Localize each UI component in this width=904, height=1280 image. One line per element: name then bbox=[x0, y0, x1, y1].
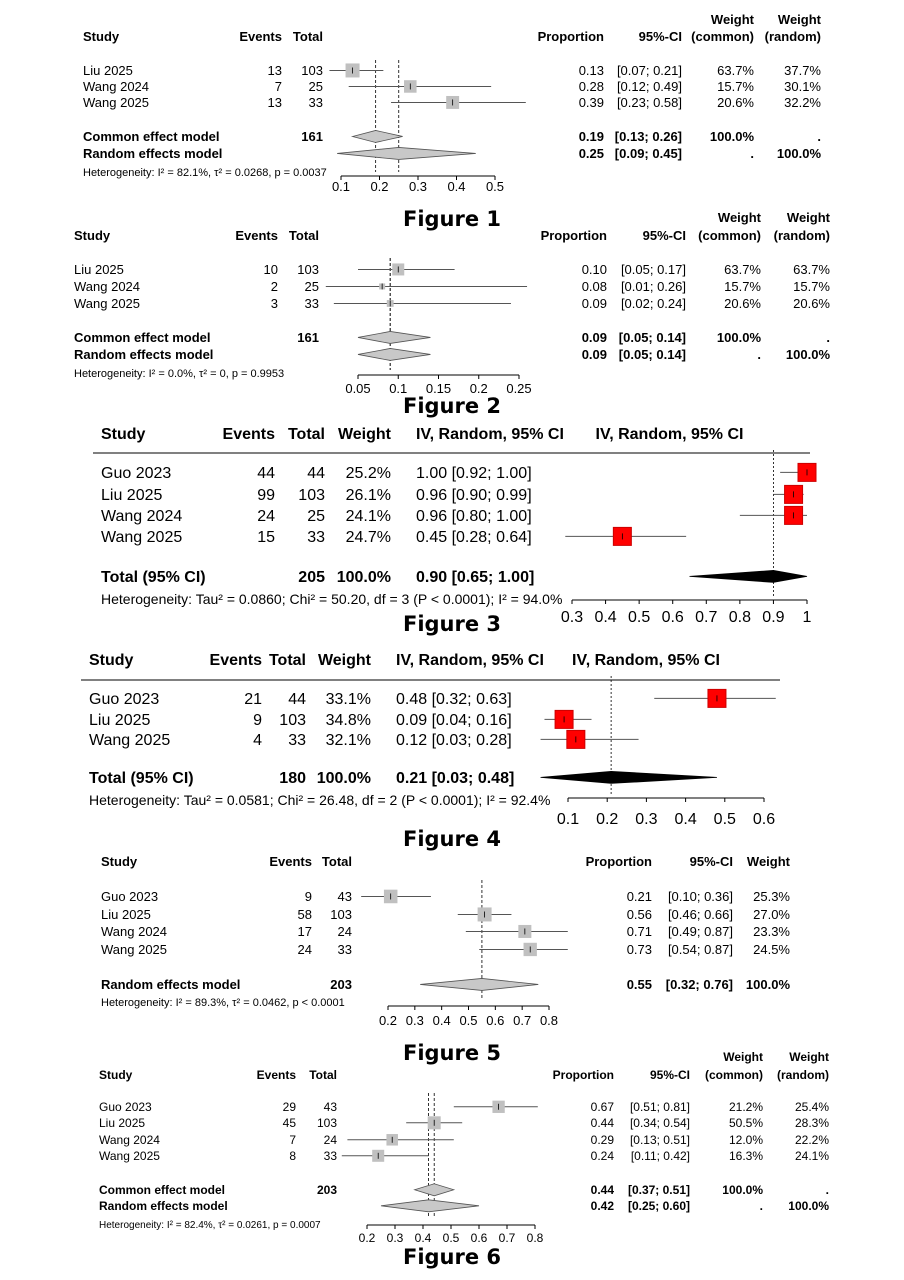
fig2-row2-proportion: 0.08 bbox=[581, 279, 607, 294]
fig2-x-tick-label-2: 0.1 bbox=[389, 381, 408, 396]
fig2-row1-events: 10 bbox=[263, 262, 278, 277]
fig1-row2-study-name: Wang 2024 bbox=[83, 79, 150, 94]
fig1-header-proportion: Proportion bbox=[537, 29, 604, 44]
fig6-x-tick-label-2: 0.3 bbox=[386, 1231, 404, 1245]
fig1-header-weight-random-1: Weight bbox=[777, 12, 821, 27]
fig5-row2-study-name: Liu 2025 bbox=[101, 907, 151, 922]
fig6-row3-study-name: Wang 2024 bbox=[99, 1133, 160, 1147]
fig3-pooled1-total: 205 bbox=[298, 569, 325, 586]
fig3-header-total: Total bbox=[287, 426, 325, 443]
fig2-row1-ci: [0.05; 0.17] bbox=[620, 262, 686, 277]
fig2-x-tick-label-5: 0.25 bbox=[506, 381, 532, 396]
fig5-row2-events: 58 bbox=[297, 907, 312, 922]
fig2-pooled1-weight-1: 100.0% bbox=[716, 330, 761, 345]
fig6-row1-study-name: Guo 2023 bbox=[99, 1100, 152, 1114]
fig5-x-tick-label-2: 0.3 bbox=[405, 1013, 424, 1028]
fig3-row3-total: 25 bbox=[307, 508, 325, 525]
fig1-x-tick-label-4: 0.4 bbox=[447, 179, 466, 194]
figure-caption-2: Figure 2 bbox=[402, 394, 502, 418]
fig3-x-tick-label-6: 0.8 bbox=[728, 609, 751, 626]
fig3-x-tick-label-7: 0.9 bbox=[762, 609, 785, 626]
fig5-row4-study-name: Wang 2025 bbox=[101, 942, 168, 957]
fig2-row1-weight-2: 63.7% bbox=[793, 262, 830, 277]
fig3-heterogeneity: Heterogeneity: Tau² = 0.0860; Chi² = 50.20, df = 3 (P < 0.0001); I² = 94.0% bbox=[101, 591, 563, 607]
fig1-pooled1-diamond bbox=[353, 130, 403, 142]
fig5-row4-weight-1: 24.5% bbox=[753, 942, 790, 957]
fig5-row2-total: 103 bbox=[330, 907, 352, 922]
fig6-x-tick-label-5: 0.6 bbox=[470, 1231, 488, 1245]
fig5-row1-study-name: Guo 2023 bbox=[101, 889, 159, 904]
fig2-pooled2-label: Random effects model bbox=[74, 347, 214, 362]
fig6-row2-total: 103 bbox=[316, 1116, 337, 1130]
fig4-x-tick-label-2: 0.2 bbox=[596, 811, 619, 828]
fig6-header-weight-common-1: Weight bbox=[723, 1050, 763, 1064]
fig5-row4-events: 24 bbox=[297, 942, 312, 957]
fig2-row3-total: 33 bbox=[304, 296, 319, 311]
fig1-pooled1-total: 161 bbox=[301, 129, 323, 144]
fig3-row3-weight: 24.1% bbox=[345, 508, 391, 525]
fig3-x-tick-label-4: 0.6 bbox=[661, 609, 684, 626]
fig6-row4-study-name: Wang 2025 bbox=[99, 1149, 160, 1163]
fig6-row1-total: 43 bbox=[323, 1100, 337, 1114]
fig1-row2-total: 25 bbox=[308, 79, 323, 94]
fig6-header-proportion: Proportion bbox=[552, 1068, 614, 1082]
fig3-pooled1-diamond bbox=[690, 570, 808, 582]
fig4-row3-effect: 0.12 [0.03; 0.28] bbox=[396, 732, 512, 749]
fig2-pooled1-ci: [0.05; 0.14] bbox=[618, 330, 686, 345]
fig2-pooled2-proportion: 0.09 bbox=[581, 347, 607, 362]
fig4-header-events: Events bbox=[209, 652, 262, 669]
fig2-row3-weight-1: 20.6% bbox=[724, 296, 761, 311]
fig4-row3-weight: 32.1% bbox=[325, 732, 371, 749]
fig6-row2-ci: [0.34; 0.54] bbox=[629, 1116, 690, 1130]
fig3-row4-events: 15 bbox=[257, 529, 275, 546]
fig6-row3-weight-1: 12.0% bbox=[728, 1133, 763, 1147]
fig1-header-ci: 95%-CI bbox=[638, 29, 682, 44]
fig5-row3-ci: [0.49; 0.87] bbox=[667, 924, 733, 939]
fig6-row4-total: 33 bbox=[323, 1149, 337, 1163]
fig1-pooled2-ci: [0.09; 0.45] bbox=[614, 146, 682, 161]
fig3-header-plot: IV, Random, 95% CI bbox=[595, 426, 744, 443]
fig6-row1-proportion: 0.67 bbox=[590, 1100, 614, 1114]
fig6-row3-total: 24 bbox=[323, 1133, 337, 1147]
fig3-row1-study-name: Guo 2023 bbox=[101, 465, 172, 482]
fig6-header-total: Total bbox=[309, 1068, 337, 1082]
fig5-header-weight: Weight bbox=[746, 854, 790, 869]
fig1-pooled1-weight-2: . bbox=[817, 129, 821, 144]
fig5-heterogeneity: Heterogeneity: I² = 89.3%, τ² = 0.0462, p < 0.0001 bbox=[101, 997, 345, 1009]
fig1-x-tick-label-5: 0.5 bbox=[485, 179, 505, 194]
fig6-row1-weight-2: 25.4% bbox=[794, 1100, 829, 1114]
fig6-pooled2-proportion: 0.42 bbox=[590, 1199, 614, 1213]
fig4-row1-events: 21 bbox=[244, 691, 262, 708]
fig6-row1-weight-1: 21.2% bbox=[728, 1100, 763, 1114]
fig5-row1-proportion: 0.21 bbox=[626, 889, 652, 904]
fig2-pooled2-weight-1: . bbox=[757, 347, 761, 362]
fig1-header-total: Total bbox=[292, 29, 323, 44]
fig4-header-total: Total bbox=[268, 652, 306, 669]
fig2-header-weight-common-1: Weight bbox=[717, 210, 761, 225]
fig5-row3-weight-1: 23.3% bbox=[753, 924, 790, 939]
fig6-header-events: Events bbox=[256, 1068, 296, 1082]
fig1-pooled1-label: Common effect model bbox=[83, 129, 220, 144]
fig1-row1-weight-1: 63.7% bbox=[717, 63, 754, 78]
fig6-row4-ci: [0.11; 0.42] bbox=[630, 1149, 690, 1163]
fig6-row4-weight-2: 24.1% bbox=[794, 1149, 829, 1163]
fig3-x-tick-label-2: 0.4 bbox=[594, 609, 617, 626]
fig1-header-weight-random-2: (random) bbox=[764, 29, 821, 44]
fig2-row3-ci: [0.02; 0.24] bbox=[620, 296, 686, 311]
fig3-pooled1-weight: 100.0% bbox=[336, 569, 391, 586]
fig2-row2-ci: [0.01; 0.26] bbox=[620, 279, 686, 294]
fig6-header-weight-random-2: (random) bbox=[777, 1068, 829, 1082]
fig1-heterogeneity: Heterogeneity: I² = 82.1%, τ² = 0.0268, p = 0.0037 bbox=[83, 167, 327, 179]
fig3-row2-total: 103 bbox=[298, 487, 325, 504]
fig3-row4-effect: 0.45 [0.28; 0.64] bbox=[416, 529, 532, 546]
fig2-header-ci: 95%-CI bbox=[642, 228, 686, 243]
fig5-pooled1-weight-1: 100.0% bbox=[745, 977, 790, 992]
fig5-x-tick-label-6: 0.7 bbox=[513, 1013, 532, 1028]
fig1-pooled2-weight-2: 100.0% bbox=[776, 146, 821, 161]
fig2-row2-study-name: Wang 2024 bbox=[74, 279, 141, 294]
fig2-pooled2-diamond bbox=[358, 348, 430, 360]
fig1-pooled2-proportion: 0.25 bbox=[578, 146, 604, 161]
fig2-pooled1-label: Common effect model bbox=[74, 330, 211, 345]
fig2-header-events: Events bbox=[235, 228, 278, 243]
fig4-row2-events: 9 bbox=[253, 712, 262, 729]
fig4-x-tick-label-5: 0.5 bbox=[713, 811, 736, 828]
fig6-row3-events: 7 bbox=[289, 1133, 296, 1147]
fig2-header-total: Total bbox=[288, 228, 319, 243]
fig4-pooled1-label: Total (95% CI) bbox=[89, 770, 194, 787]
fig5-row1-events: 9 bbox=[304, 889, 312, 904]
fig1-pooled1-proportion: 0.19 bbox=[578, 129, 604, 144]
fig1-pooled2-diamond bbox=[337, 147, 476, 159]
fig3-x-tick-label-5: 0.7 bbox=[695, 609, 718, 626]
fig1-row1-proportion: 0.13 bbox=[578, 63, 604, 78]
fig2-header-study: Study bbox=[74, 228, 111, 243]
fig1-row1-total: 103 bbox=[301, 63, 323, 78]
fig6-row4-events: 8 bbox=[289, 1149, 296, 1163]
fig5-header-ci: 95%-CI bbox=[689, 854, 733, 869]
fig5-row1-weight-1: 25.3% bbox=[753, 889, 790, 904]
fig6-pooled1-ci: [0.37; 0.51] bbox=[627, 1183, 690, 1197]
fig6-row1-events: 29 bbox=[282, 1100, 296, 1114]
fig2-row1-study-name: Liu 2025 bbox=[74, 262, 124, 277]
fig2-pooled1-weight-2: . bbox=[826, 330, 830, 345]
fig6-row3-weight-2: 22.2% bbox=[794, 1133, 829, 1147]
fig3-row1-events: 44 bbox=[257, 465, 275, 482]
fig5-row1-total: 43 bbox=[337, 889, 352, 904]
fig6-header-study: Study bbox=[99, 1068, 133, 1082]
fig6-x-tick-label-3: 0.4 bbox=[414, 1231, 432, 1245]
fig3-row1-total: 44 bbox=[307, 465, 325, 482]
fig1-pooled2-weight-1: . bbox=[750, 146, 754, 161]
fig6-pooled2-weight-2: 100.0% bbox=[788, 1199, 829, 1213]
fig3-pooled1-label: Total (95% CI) bbox=[101, 569, 206, 586]
fig5-row3-study-name: Wang 2024 bbox=[101, 924, 168, 939]
fig5-x-tick-label-7: 0.8 bbox=[539, 1013, 559, 1028]
fig6-header-ci: 95%-CI bbox=[649, 1068, 690, 1082]
fig2-row2-total: 25 bbox=[304, 279, 319, 294]
fig6-x-tick-label-1: 0.2 bbox=[358, 1231, 376, 1245]
fig3-row2-effect: 0.96 [0.90; 0.99] bbox=[416, 487, 532, 504]
fig5-header-study: Study bbox=[101, 854, 138, 869]
fig4-row2-study-name: Liu 2025 bbox=[89, 712, 151, 729]
fig5-row4-total: 33 bbox=[337, 942, 352, 957]
fig6-x-tick-label-4: 0.5 bbox=[442, 1231, 460, 1245]
fig6-pooled2-label: Random effects model bbox=[99, 1199, 228, 1213]
fig2-row3-events: 3 bbox=[270, 296, 278, 311]
fig3-row3-effect: 0.96 [0.80; 1.00] bbox=[416, 508, 532, 525]
fig5-pooled1-ci: [0.32; 0.76] bbox=[665, 977, 733, 992]
fig4-x-tick-label-3: 0.3 bbox=[635, 811, 658, 828]
fig4-header-weight: Weight bbox=[317, 652, 371, 669]
fig3-row1-effect: 1.00 [0.92; 1.00] bbox=[416, 465, 532, 482]
fig3-x-tick-label-8: 1 bbox=[802, 609, 812, 626]
fig4-pooled1-weight: 100.0% bbox=[316, 770, 371, 787]
fig1-row3-proportion: 0.39 bbox=[578, 95, 604, 110]
fig4-row1-study-name: Guo 2023 bbox=[89, 691, 160, 708]
figure-caption-4: Figure 4 bbox=[402, 827, 502, 851]
fig3-row3-events: 24 bbox=[257, 508, 275, 525]
fig4-row1-total: 44 bbox=[288, 691, 306, 708]
fig2-row1-total: 103 bbox=[297, 262, 319, 277]
fig5-pooled1-proportion: 0.55 bbox=[626, 977, 652, 992]
fig1-row1-ci: [0.07; 0.21] bbox=[616, 63, 682, 78]
fig1-row2-proportion: 0.28 bbox=[578, 79, 604, 94]
fig4-pooled1-diamond bbox=[541, 771, 717, 783]
fig5-pooled1-diamond bbox=[420, 978, 538, 990]
fig6-row4-proportion: 0.24 bbox=[590, 1149, 614, 1163]
fig6-row3-ci: [0.13; 0.51] bbox=[629, 1133, 690, 1147]
fig6-x-tick-label-7: 0.8 bbox=[526, 1231, 544, 1245]
fig5-pooled1-total: 203 bbox=[330, 977, 352, 992]
fig6-row3-proportion: 0.29 bbox=[590, 1133, 614, 1147]
fig1-header-study: Study bbox=[83, 29, 120, 44]
fig4-pooled1-total: 180 bbox=[279, 770, 306, 787]
fig2-pooled1-diamond bbox=[358, 331, 430, 343]
fig4-row2-effect: 0.09 [0.04; 0.16] bbox=[396, 712, 512, 729]
fig1-x-tick-label-3: 0.3 bbox=[408, 179, 428, 194]
fig2-header-proportion: Proportion bbox=[540, 228, 607, 243]
fig6-row2-events: 45 bbox=[282, 1116, 296, 1130]
fig2-pooled1-total: 161 bbox=[297, 330, 319, 345]
fig2-header-weight-random-1: Weight bbox=[786, 210, 830, 225]
figure-caption-1: Figure 1 bbox=[402, 207, 502, 231]
fig5-x-tick-label-5: 0.6 bbox=[486, 1013, 505, 1028]
fig3-header-weight: Weight bbox=[337, 426, 391, 443]
fig5-header-total: Total bbox=[321, 854, 352, 869]
fig1-row3-ci: [0.23; 0.58] bbox=[616, 95, 682, 110]
figure-caption-5: Figure 5 bbox=[402, 1041, 502, 1065]
fig2-row3-weight-2: 20.6% bbox=[793, 296, 830, 311]
fig4-x-tick-label-4: 0.4 bbox=[674, 811, 697, 828]
fig4-x-tick-label-1: 0.1 bbox=[556, 811, 580, 828]
fig2-row2-events: 2 bbox=[270, 279, 278, 294]
fig1-x-tick-label-2: 0.2 bbox=[370, 179, 389, 194]
fig1-row3-events: 13 bbox=[267, 95, 282, 110]
fig3-row1-weight: 25.2% bbox=[345, 465, 391, 482]
fig4-heterogeneity: Heterogeneity: Tau² = 0.0581; Chi² = 26.48, df = 2 (P < 0.0001); I² = 92.4% bbox=[89, 792, 551, 808]
fig6-pooled1-total: 203 bbox=[316, 1183, 337, 1197]
fig2-pooled1-proportion: 0.09 bbox=[581, 330, 607, 345]
fig6-pooled1-diamond bbox=[415, 1184, 454, 1196]
fig4-pooled1-effect: 0.21 [0.03; 0.48] bbox=[396, 770, 515, 787]
fig5-row3-total: 24 bbox=[337, 924, 352, 939]
fig5-header-events: Events bbox=[269, 854, 312, 869]
fig6-row1-ci: [0.51; 0.81] bbox=[629, 1100, 690, 1114]
fig4-row1-effect: 0.48 [0.32; 0.63] bbox=[396, 691, 512, 708]
fig6-row4-weight-1: 16.3% bbox=[728, 1149, 763, 1163]
fig1-row2-weight-1: 15.7% bbox=[717, 79, 754, 94]
fig6-row2-weight-2: 28.3% bbox=[794, 1116, 829, 1130]
fig2-x-tick-label-4: 0.2 bbox=[469, 381, 488, 396]
fig4-header-effect: IV, Random, 95% CI bbox=[396, 652, 544, 669]
fig1-row3-weight-2: 32.2% bbox=[784, 95, 821, 110]
fig3-x-tick-label-3: 0.5 bbox=[628, 609, 651, 626]
fig1-pooled1-ci: [0.13; 0.26] bbox=[614, 129, 682, 144]
fig6-header-weight-common-2: (common) bbox=[705, 1068, 763, 1082]
fig3-row4-study-name: Wang 2025 bbox=[101, 529, 183, 546]
figure-caption-6: Figure 6 bbox=[402, 1245, 502, 1269]
fig5-row1-ci: [0.10; 0.36] bbox=[667, 889, 733, 904]
fig6-header-weight-random-1: Weight bbox=[789, 1050, 829, 1064]
fig5-pooled1-label: Random effects model bbox=[101, 977, 241, 992]
fig1-header-events: Events bbox=[239, 29, 282, 44]
fig1-row2-ci: [0.12; 0.49] bbox=[616, 79, 682, 94]
fig5-x-tick-label-4: 0.5 bbox=[459, 1013, 478, 1028]
fig4-row3-total: 33 bbox=[288, 732, 306, 749]
fig1-pooled2-label: Random effects model bbox=[83, 146, 223, 161]
fig6-pooled1-proportion: 0.44 bbox=[590, 1183, 614, 1197]
fig2-pooled2-weight-2: 100.0% bbox=[785, 347, 830, 362]
fig5-row2-weight-1: 27.0% bbox=[753, 907, 790, 922]
fig2-row2-weight-2: 15.7% bbox=[793, 279, 830, 294]
fig2-x-tick-label-1: 0.05 bbox=[345, 381, 371, 396]
fig5-row3-events: 17 bbox=[297, 924, 312, 939]
fig2-row1-proportion: 0.10 bbox=[581, 262, 607, 277]
fig1-row2-weight-2: 30.1% bbox=[784, 79, 821, 94]
fig3-header-study: Study bbox=[101, 426, 146, 443]
fig2-header-weight-common-2: (common) bbox=[698, 228, 761, 243]
fig1-row3-weight-1: 20.6% bbox=[717, 95, 754, 110]
fig3-row2-events: 99 bbox=[257, 487, 275, 504]
fig3-row4-weight: 24.7% bbox=[345, 529, 391, 546]
fig3-header-events: Events bbox=[222, 426, 275, 443]
fig5-row3-proportion: 0.71 bbox=[626, 924, 652, 939]
fig4-x-tick-label-6: 0.6 bbox=[752, 811, 776, 828]
fig5-x-tick-label-1: 0.2 bbox=[378, 1013, 398, 1028]
fig2-pooled2-ci: [0.05; 0.14] bbox=[618, 347, 686, 362]
fig6-row2-study-name: Liu 2025 bbox=[99, 1116, 146, 1130]
fig3-header-effect: IV, Random, 95% CI bbox=[416, 426, 564, 443]
fig5-row4-proportion: 0.73 bbox=[626, 942, 652, 957]
fig1-row3-total: 33 bbox=[308, 95, 323, 110]
fig3-row4-total: 33 bbox=[307, 529, 325, 546]
fig1-row2-events: 7 bbox=[274, 79, 282, 94]
fig1-row1-weight-2: 37.7% bbox=[784, 63, 821, 78]
figure-caption-3: Figure 3 bbox=[402, 612, 502, 636]
fig5-row2-proportion: 0.56 bbox=[626, 907, 652, 922]
fig5-header-proportion: Proportion bbox=[585, 854, 652, 869]
fig4-row2-weight: 34.8% bbox=[325, 712, 371, 729]
fig1-x-tick-label-1: 0.1 bbox=[331, 179, 351, 194]
fig1-header-weight-common-2: (common) bbox=[691, 29, 754, 44]
fig1-header-weight-common-1: Weight bbox=[710, 12, 754, 27]
fig6-heterogeneity: Heterogeneity: I² = 82.4%, τ² = 0.0261, p = 0.0007 bbox=[99, 1220, 321, 1231]
fig4-row3-events: 4 bbox=[253, 732, 262, 749]
fig6-x-tick-label-6: 0.7 bbox=[498, 1231, 516, 1245]
fig2-header-weight-random-2: (random) bbox=[773, 228, 830, 243]
fig5-x-tick-label-3: 0.4 bbox=[432, 1013, 451, 1028]
fig4-row1-weight: 33.1% bbox=[325, 691, 371, 708]
fig4-header-plot: IV, Random, 95% CI bbox=[572, 652, 720, 669]
fig5-row4-ci: [0.54; 0.87] bbox=[667, 942, 733, 957]
fig3-x-tick-label-1: 0.3 bbox=[560, 609, 584, 626]
fig1-row1-study-name: Liu 2025 bbox=[83, 63, 133, 78]
fig6-pooled1-weight-2: . bbox=[825, 1183, 829, 1197]
fig2-row2-weight-1: 15.7% bbox=[724, 279, 761, 294]
fig6-pooled2-ci: [0.25; 0.60] bbox=[627, 1199, 690, 1213]
fig1-row1-events: 13 bbox=[267, 63, 282, 78]
fig2-heterogeneity: Heterogeneity: I² = 0.0%, τ² = 0, p = 0.9953 bbox=[74, 368, 285, 380]
fig6-row2-proportion: 0.44 bbox=[590, 1116, 614, 1130]
fig2-row1-weight-1: 63.7% bbox=[724, 262, 761, 277]
fig3-pooled1-effect: 0.90 [0.65; 1.00] bbox=[416, 569, 535, 586]
fig3-row2-weight: 26.1% bbox=[345, 487, 391, 504]
fig6-row2-weight-1: 50.5% bbox=[728, 1116, 763, 1130]
fig5-row2-ci: [0.46; 0.66] bbox=[667, 907, 733, 922]
fig6-pooled1-label: Common effect model bbox=[99, 1183, 226, 1197]
fig4-row3-study-name: Wang 2025 bbox=[89, 732, 171, 749]
fig4-row2-total: 103 bbox=[279, 712, 306, 729]
fig2-x-tick-label-3: 0.15 bbox=[425, 381, 452, 396]
fig4-header-study: Study bbox=[89, 652, 134, 669]
fig1-row3-study-name: Wang 2025 bbox=[83, 95, 150, 110]
fig6-pooled2-diamond bbox=[381, 1200, 479, 1212]
fig2-row3-proportion: 0.09 bbox=[581, 296, 607, 311]
fig2-row3-study-name: Wang 2025 bbox=[74, 296, 141, 311]
fig6-pooled1-weight-1: 100.0% bbox=[722, 1183, 763, 1197]
fig3-row3-study-name: Wang 2024 bbox=[101, 508, 183, 525]
fig6-pooled2-weight-1: . bbox=[759, 1199, 763, 1213]
fig3-row2-study-name: Liu 2025 bbox=[101, 487, 163, 504]
fig1-pooled1-weight-1: 100.0% bbox=[709, 129, 754, 144]
